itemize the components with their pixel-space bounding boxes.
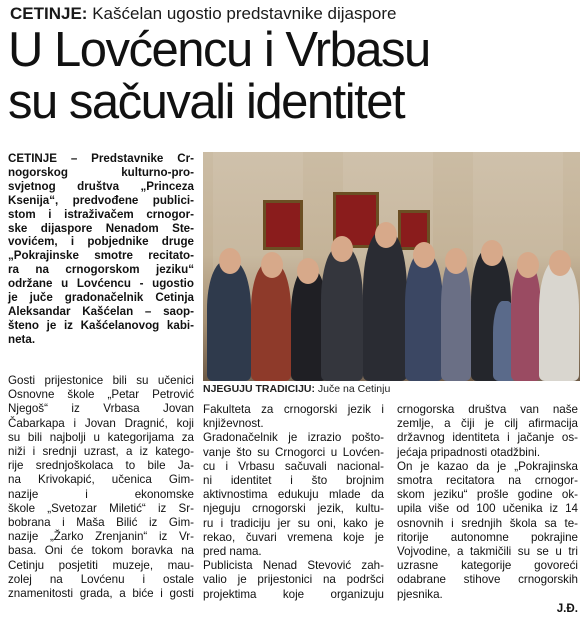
body-line: nazije „Žarko Zrenjanin“ iz Vr- [8,530,194,544]
body-line: njeguju crnogorski jezik, kultu- [203,502,384,516]
body-line: vanje što su Crnogorci u Lovćen- [203,445,384,459]
person-head [297,258,319,284]
person-head [331,236,353,262]
body-line: nazije i ekonomske [8,487,194,501]
body-line: ru i tradiciju jer su oni, kako je [203,516,384,530]
body-line: projektima koje organizuju [203,587,384,601]
body-line: On je kazao da je „Pokrajinska [397,459,578,473]
kicker-text: Kašćelan ugostio predstavnike dijaspore [87,4,397,23]
body-line: jećaja pripadnosti otadžbini. [397,445,541,459]
body-line: Čabarkapa i Jovan Dragnić, koji [8,416,194,430]
body-line: Fakulteta za crnogorski jezik i [203,403,384,416]
body-line: pred nama. [203,545,262,559]
body-line: valio je prijestonici na podršci [203,573,384,587]
body-line: na Krivokapić, učenica Gim- [8,473,194,487]
person [441,257,471,381]
lead-line: CETINJE – Predstavnike Cr- [8,152,194,165]
body-line: pjesnika. [397,587,443,601]
headline-line-2: su sačuvali identitet [8,75,405,129]
body-line: niži i srednji uzrast, a iz katego- [8,445,194,459]
body-line: aktivnostima edukuju mlade da [203,488,384,502]
headline [8,24,578,128]
body-line: znamenitosti grada, a biće i gosti [8,587,194,601]
body-line: Gradonačelnik je izrazio pošto- [203,431,384,445]
person-head [219,248,241,274]
lead-line: „Pokrajinske smotre recitato- [8,249,194,263]
person-head [549,250,571,276]
lead-line: je juče gradonačelnik Cetinja [8,291,194,305]
column-3 [397,403,578,616]
person-head [445,248,467,274]
body-line: upila više od 100 učenika iz 14 [397,502,578,516]
person [321,247,363,381]
lead-line: šteno je iz Kašćelanovog kabi- [8,318,194,332]
lead-paragraph [8,152,194,347]
column-2 [203,403,384,602]
lead-line: održane u Lovćencu - ugostio [8,277,194,291]
body-line: osnovnih i srednjih škola sa te- [397,516,578,530]
body-line: Njegoš“ iz Vrbasa Jovan [8,402,194,416]
person [363,231,407,381]
kicker [10,4,397,24]
body-line: rekao, čuvari vremena koje je [203,530,384,544]
body-line: ritorije autonomne pokrajine [397,530,578,544]
author-signature: J.Đ. [556,601,578,615]
lead-line: Ksenija“, predvođene publici- [8,193,194,207]
body-line: basa. Oni će tokom boravka na [8,544,194,558]
body-line: cu i Vrbasu sačuvali nacional- [203,459,384,473]
body-line: smotra recitatora na crnogor- [397,474,578,488]
body-line: rije srednjoškolaca to bile Ja- [8,459,194,473]
lead-line: ske dijaspore Nenadom Ste- [8,221,194,235]
column-1 [8,374,194,601]
lead-line: vovićem, i pobjednike druge [8,235,194,249]
body-line: zolej na Lovćenu i ostale [8,572,194,586]
person [539,261,579,381]
lead-line: nogorskog kulturno-pro- [8,165,194,179]
body-line: odabrane stihove crnogorskih [397,573,578,587]
body-line: zemlje, a čiji je cilj afirmacija [397,417,578,431]
body-line: bobrana i Maša Bilić iz Gim- [8,516,194,530]
person-head [375,222,397,248]
caption-bold: NJEGUJU TRADICIJU: [203,383,316,395]
body-line: crnogorska društva van naše [397,403,578,416]
photo-caption [203,382,580,396]
lead-line: Aleksandar Kašćelan – saop- [8,304,194,318]
kicker-place: CETINJE: [10,4,88,23]
body-line: Vojvodine, a takmičili su se u tri [397,545,578,559]
coat-of-arms-frame [263,200,303,250]
person [207,261,251,381]
caption-text: Juče na Cetinju [315,383,391,395]
body-line: ni identitet i što brojnim [203,474,384,488]
person [251,263,291,381]
person-head [517,252,539,278]
body-line: književnost. [203,417,264,431]
person [511,263,541,381]
body-line: državnog identiteta i jačanje os- [397,431,578,445]
body-line: Cetinju posjetiti muzeje, mau- [8,558,194,572]
person-head [261,252,283,278]
person-head [481,240,503,266]
person [405,253,443,381]
body-line: Osnovne škole „Petar Petrović [8,388,194,402]
body-line: su bili najbolji u kategorijama za [8,430,194,444]
lead-line: neta. [8,332,36,346]
headline-line-1: U Lovćencu i Vrbasu [8,23,430,77]
body-line: skom jeziku“ prošle godine ok- [397,488,578,502]
group-photo [203,152,580,381]
body-line: uzrasne kategorije govoreći [397,559,578,573]
lead-line: ra na crnogorskom jeziku“ [8,263,194,277]
body-line: Publicista Nenad Stevović zah- [203,559,384,573]
lead-line: stom i istraživačem crnogor- [8,207,194,221]
body-line: Gosti prijestonice bili su učenici [8,374,194,387]
person-head [413,242,435,268]
body-line: škole „Svetozar Miletić“ iz Sr- [8,501,194,515]
lead-line: svjetnog društva „Princeza [8,179,194,193]
